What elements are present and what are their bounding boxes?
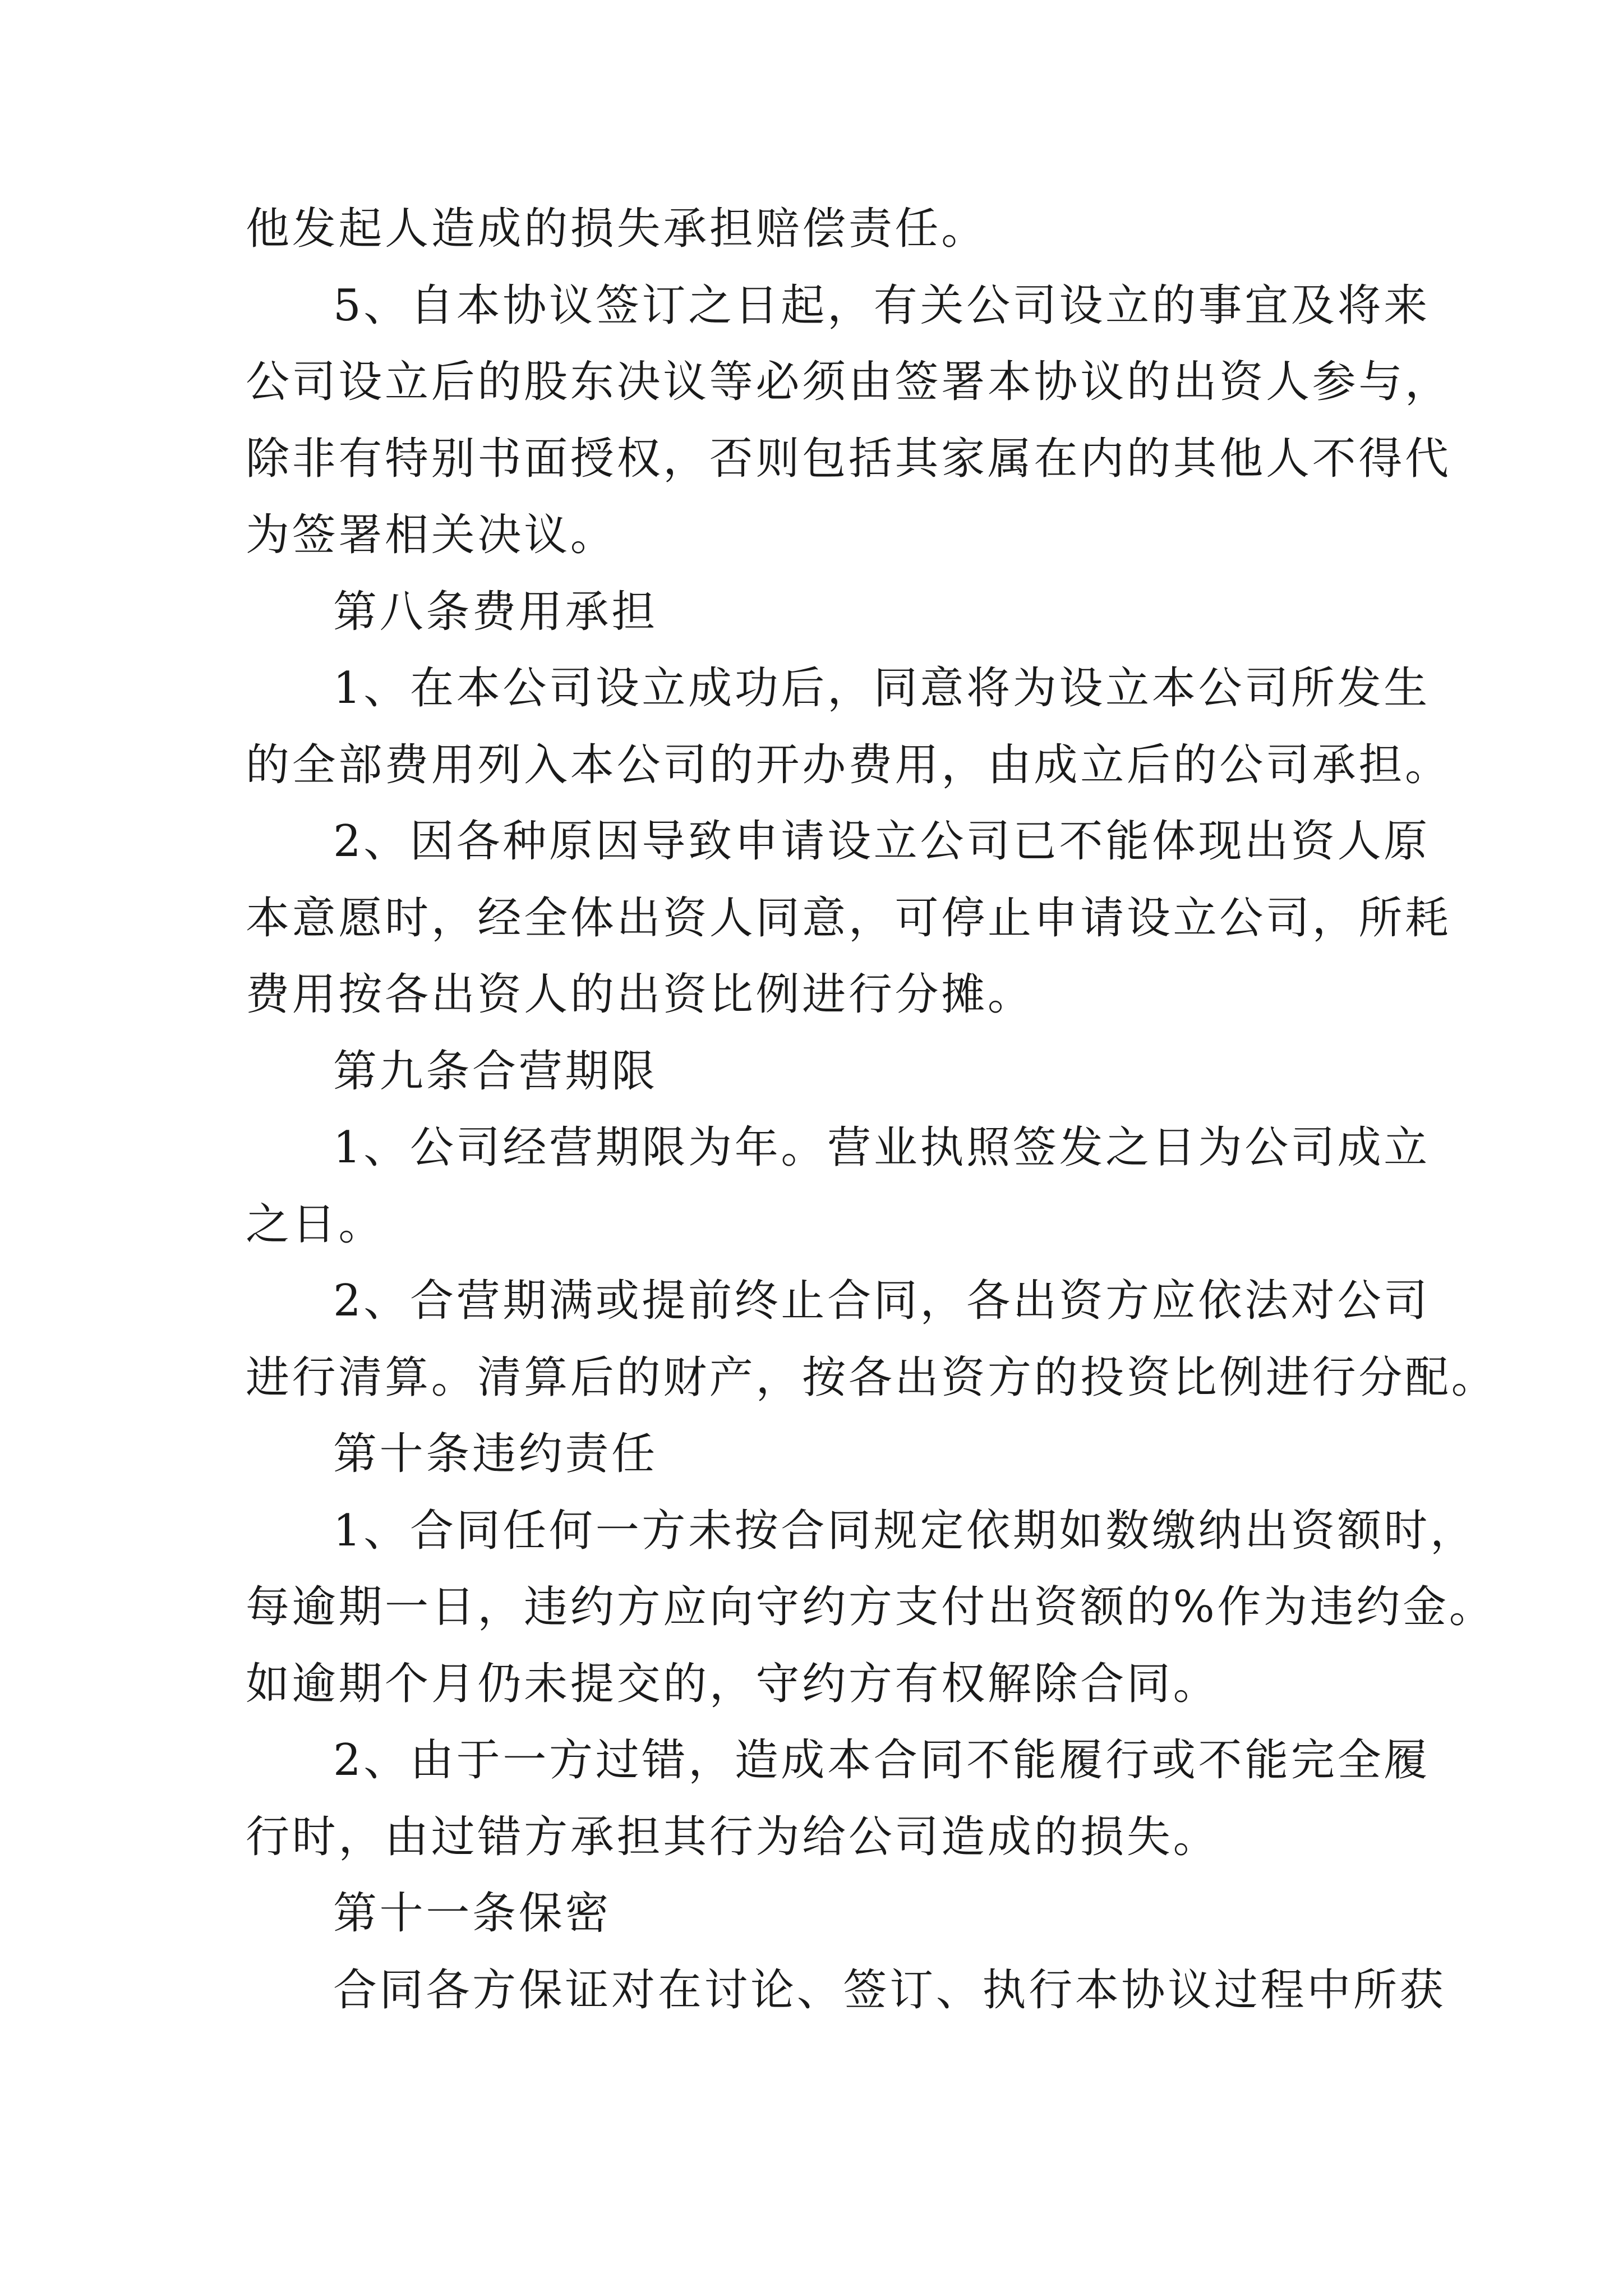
text-line-9: 2、因各种原因导致申请设立公司已不能体现出资人原 xyxy=(333,816,1430,867)
text-line-18: 1、合同任何一方未按合同规定依期如数缴纳出资额时， xyxy=(333,1505,1477,1556)
text-line-4: 除非有特别书面授权，否则包括其家属在内的其他人不得代 xyxy=(246,433,1451,484)
text-line-3: 公司设立后的股东决议等必须由签署本协议的出资人参与， xyxy=(246,357,1451,407)
text-line-10: 本意愿时，经全体出资人同意，可停止申请设立公司，所耗 xyxy=(246,892,1451,944)
text-line-11: 费用按各出资人的出资比例进行分摊。 xyxy=(246,969,1034,1020)
text-line-7: 1、在本公司设立成功后，同意将为设立本公司所发生 xyxy=(333,663,1430,714)
text-line-15: 2、合营期满或提前终止合同，各出资方应依法对公司 xyxy=(333,1276,1430,1326)
section-heading-11: 第十一条保密 xyxy=(333,1888,612,1939)
text-line-8: 的全部费用列入本公司的开办费用，由成立后的公司承担。 xyxy=(246,739,1451,790)
text-line-22: 行时，由过错方承担其行为给公司造成的损失。 xyxy=(246,1811,1220,1862)
text-line-13: 1、公司经营期限为年。营业执照签发之日为公司成立 xyxy=(333,1122,1430,1173)
text-line-5: 为签署相关决议。 xyxy=(246,510,617,560)
text-line-19: 每逾期一日，违约方应向守约方支付出资额的%作为违约金。 xyxy=(246,1582,1496,1632)
text-line-21: 2、由于一方过错，造成本合同不能履行或不能完全履 xyxy=(333,1735,1430,1786)
document-body xyxy=(246,191,1498,2028)
text-line-1: 他发起人造成的损失承担赔偿责任。 xyxy=(246,204,988,254)
text-line-2: 5、自本协议签订之日起，有关公司设立的事宜及将来 xyxy=(333,280,1430,331)
text-line-20: 如逾期个月仍未提交的，守约方有权解除合同。 xyxy=(246,1658,1220,1709)
text-line-24: 合同各方保证对在讨论、签订、执行本协议过程中所获 xyxy=(333,1964,1446,2016)
text-line-16: 进行清算。清算后的财产，按各出资方的投资比例进行分配。 xyxy=(246,1352,1498,1403)
section-heading-10: 第十条违约责任 xyxy=(333,1429,658,1479)
text-line-14: 之日。 xyxy=(246,1199,385,1250)
section-heading-8: 第八条费用承担 xyxy=(333,586,658,637)
section-heading-9: 第九条合营期限 xyxy=(333,1046,658,1097)
